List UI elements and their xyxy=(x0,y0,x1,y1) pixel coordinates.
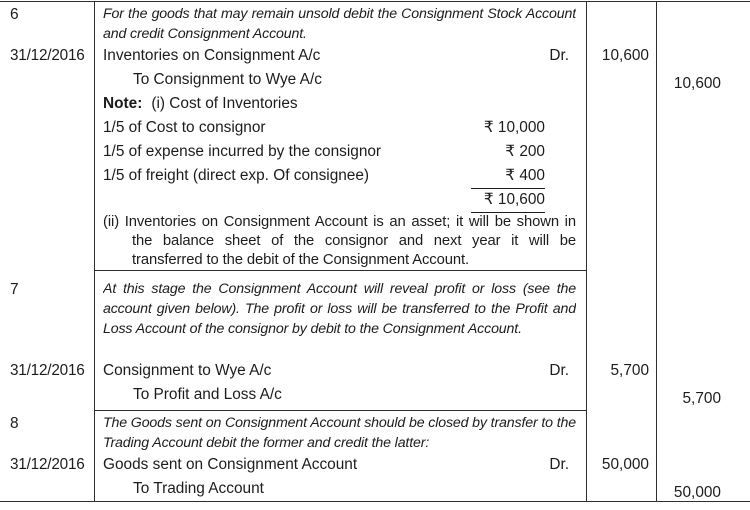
note-heading-line xyxy=(103,92,576,116)
note-total-row xyxy=(103,188,576,212)
debit-amount: 5,700 xyxy=(610,362,649,379)
debit-entry-line xyxy=(103,44,576,68)
journal-section-8 xyxy=(0,411,750,501)
debit-amount: 10,600 xyxy=(601,47,649,64)
dr-abbreviation: Dr. xyxy=(549,456,569,473)
narration-text: The Goods sent on Consignment Account should be closed by transfer to the Trading Account debit the former and credit the latter: xyxy=(103,415,576,451)
serial-number: 7 xyxy=(10,281,19,298)
credit-entry-line xyxy=(103,383,576,407)
serial-number: 8 xyxy=(10,415,19,432)
credit-account-name: To Trading Account xyxy=(133,480,264,497)
note-item-amount: ₹ 10,000 xyxy=(483,119,545,136)
credit-account-name: To Consignment to Wye A/c xyxy=(133,71,322,88)
journal-entries-table xyxy=(0,1,750,502)
sn-date-cell xyxy=(0,411,95,501)
debit-amount-cell xyxy=(587,271,657,411)
narration-text: For the goods that may remain unsold debit the Consignment Stock Account and credit Consignment Account. xyxy=(103,6,576,42)
credit-amount: 5,700 xyxy=(682,390,721,407)
credit-amount-cell xyxy=(657,2,750,271)
particulars-cell xyxy=(95,2,587,271)
note-item-row xyxy=(103,140,576,164)
debit-account-name: Inventories on Consignment A/c xyxy=(103,47,321,64)
particulars-cell xyxy=(95,411,587,501)
credit-amount-cell xyxy=(657,411,750,501)
credit-amount-cell xyxy=(657,271,750,411)
note-label: Note: xyxy=(103,95,143,112)
credit-entry-line xyxy=(103,477,576,501)
note-item-row xyxy=(103,116,576,140)
credit-amount: 10,600 xyxy=(673,75,721,92)
note-item-amount: ₹ 200 xyxy=(505,143,545,160)
journal-section-6 xyxy=(0,2,750,271)
serial-number: 6 xyxy=(10,6,19,23)
debit-account-name: Consignment to Wye A/c xyxy=(103,362,272,379)
credit-entry-line xyxy=(103,68,576,92)
note-item-row xyxy=(103,164,576,188)
debit-amount-cell xyxy=(587,411,657,501)
dr-abbreviation: Dr. xyxy=(549,362,569,379)
note-total-amount: ₹ 10,600 xyxy=(471,188,569,213)
entry-date: 31/12/2016 xyxy=(10,456,85,473)
debit-amount-cell xyxy=(587,2,657,271)
note-item-text: 1/5 of Cost to consignor xyxy=(103,119,266,136)
debit-account-name: Goods sent on Consignment Account xyxy=(103,456,358,473)
debit-entry-line xyxy=(103,453,576,477)
credit-account-name: To Profit and Loss A/c xyxy=(133,386,282,403)
credit-amount: 50,000 xyxy=(673,484,721,501)
debit-amount: 50,000 xyxy=(601,456,649,473)
note-paragraph: (ii) Inventories on Consignment Account is an asset; it will be shown in the balance sheet of the consignor and next year it will be transferred to the debit of the Consignment Account. xyxy=(103,214,576,268)
note-item-text: 1/5 of freight (direct exp. Of consignee) xyxy=(103,167,370,184)
journal-section-7 xyxy=(0,271,750,411)
note-item-text: 1/5 of expense incurred by the consignor xyxy=(103,143,382,160)
debit-entry-line xyxy=(103,359,576,383)
sn-date-cell xyxy=(0,2,95,271)
note-heading: (i) Cost of Inventories xyxy=(151,95,298,112)
dr-abbreviation: Dr. xyxy=(549,47,569,64)
note-item-amount: ₹ 400 xyxy=(471,164,569,189)
entry-date: 31/12/2016 xyxy=(10,362,85,379)
sn-date-cell xyxy=(0,271,95,411)
entry-date: 31/12/2016 xyxy=(10,47,85,64)
particulars-cell xyxy=(95,271,587,411)
narration-text: At this stage the Consignment Account will reveal profit or loss (see the account given below). The profit or loss will be transferred to the Profit and Loss Account of the consignor by debit to the Consignment Account. xyxy=(103,281,576,337)
